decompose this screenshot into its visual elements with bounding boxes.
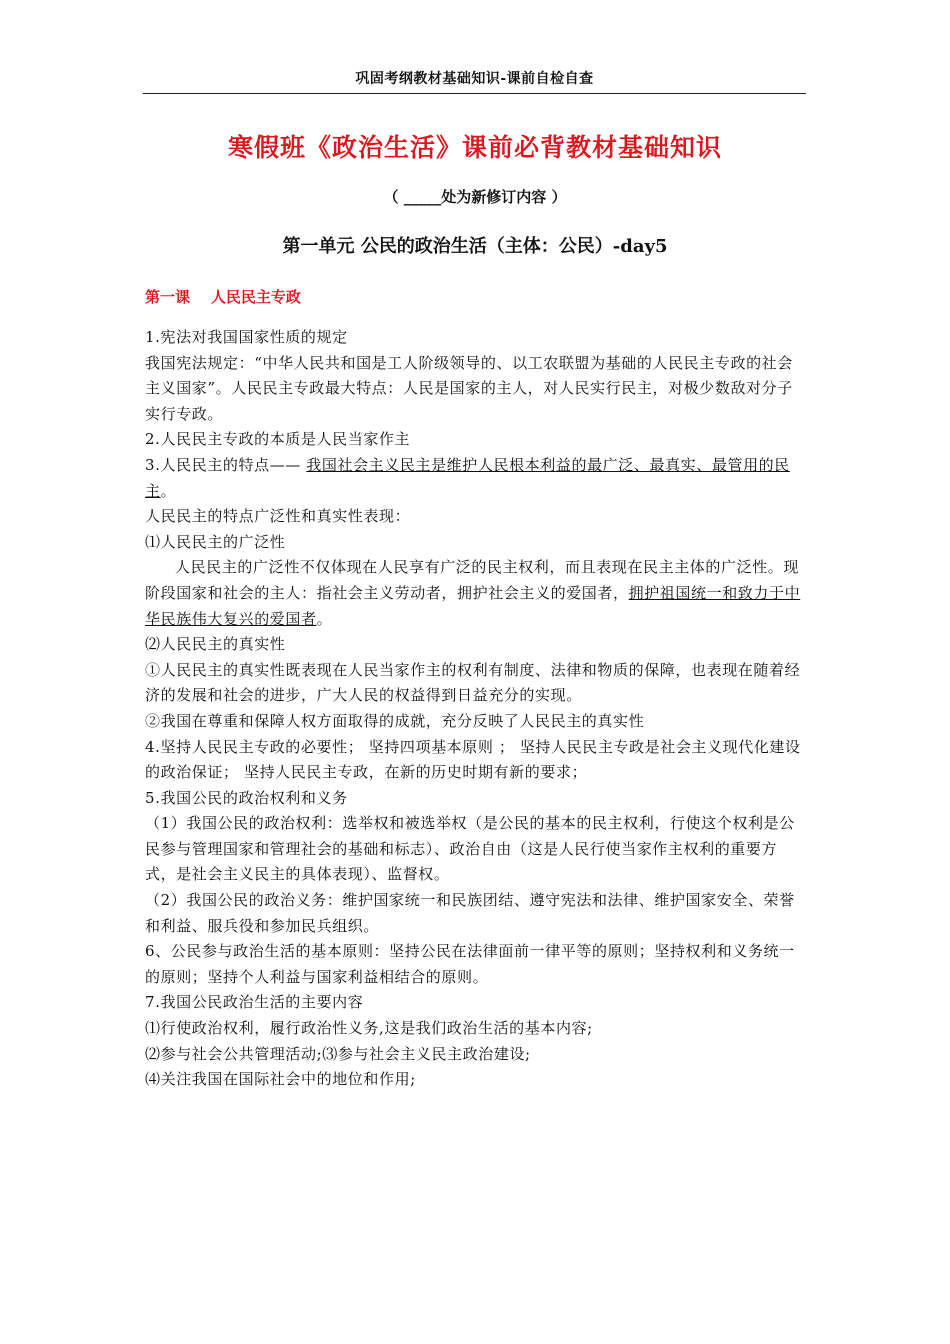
paragraph: 4.坚持人民民主专政的必要性； 坚持四项基本原则 ； 坚持人民民主专政是社会主义现代化建设的政治保证； 坚持人民民主专政，在新的历史时期有新的要求；: [145, 737, 801, 782]
revised-text: 拥护祖国统一和致力于中华民族伟大复兴的爱国者: [145, 583, 801, 628]
paragraph: ⑴人民民主的广泛性: [145, 532, 286, 551]
document-title: 寒假班《政治生活》课前必背教材基础知识: [227, 133, 722, 162]
paragraph: 5.我国公民的政治权利和义务: [145, 788, 348, 807]
revision-note: （ _____处为新修订内容 ）: [383, 188, 567, 206]
lesson-heading: 第一课 人民民主专政: [145, 288, 301, 306]
paragraph: ⑷关注我国在国际社会中的地位和作用;: [145, 1070, 416, 1089]
paragraph: （1）我国公民的政治权利：选举权和被选举权（是公民的基本的民主权利，行使这个权利是公民参与管理国家和管理社会的基础和标志）、政治自由（这是人民行使当家作主权利的重要方式，是社会主义民主的具体表现）、监督权。: [145, 814, 795, 884]
page-header: 巩固考纲教材基础知识-课前自检自查: [355, 71, 594, 87]
paragraph: 我国宪法规定：“中华人民共和国是工人阶级领导的、以工农联盟为基础的人民民主专政的社会主义国家”。人民民主专政最大特点：人民是国家的主人，对人民实行民主，对极少数敌对分子实行专政。: [145, 353, 793, 423]
paragraph: ⑴行使政治权利，履行政治性义务,这是我们政治生活的基本内容;: [145, 1019, 593, 1038]
paragraph: （2）我国公民的政治义务：维护国家统一和民族团结、遵守宪法和法律、维护国家安全、荣誉和利益、服兵役和参加民兵组织。: [145, 891, 795, 935]
paragraph: 3.人民民主的特点—— 我国社会主义民主是维护人民根本利益的最广泛、最真实、最管用的民主。: [145, 455, 790, 500]
revised-text: 我国社会主义民主是维护人民根本利益的最广泛、最真实、最管用的民主: [145, 455, 790, 500]
paragraph: 2.人民民主专政的本质是人民当家作主: [145, 430, 411, 449]
body-text: [145, 325, 805, 1093]
paragraph: 7.我国公民政治生活的主要内容: [145, 993, 364, 1012]
paragraph: ②我国在尊重和保障人权方面取得的成就，充分反映了人民民主的真实性: [145, 711, 645, 730]
paragraph: 1.宪法对我国国家性质的规定: [145, 328, 348, 346]
paragraph: 人民民主的特点广泛性和真实性表现：: [145, 507, 411, 526]
paragraph: ⑵人民民主的真实性: [145, 635, 286, 654]
header-divider: [143, 93, 806, 94]
paragraph: 人民民主的广泛性不仅体现在人民享有广泛的民主权利，而且表现在民主主体的广泛性。现阶段国家和社会的主人：指社会主义劳动者，拥护社会主义的爱国者，拥护祖国统一和致力于中华民族伟大复兴的爱国者。: [145, 558, 801, 628]
paragraph: ⑵参与社会公共管理活动;⑶参与社会主义民主政治建设;: [145, 1044, 531, 1063]
unit-heading: 第一单元 公民的政治生活（主体：公民）-day5: [282, 236, 668, 257]
paragraph: 6、公民参与政治生活的基本原则：坚持公民在法律面前一律平等的原则；坚持权利和义务统一的原则；坚持个人利益与国家利益相结合的原则。: [145, 942, 795, 986]
paragraph: ①人民民主的真实性既表现在人民当家作主的权利有制度、法律和物质的保障，也表现在随着经济的发展和社会的进步，广大人民的权益得到日益充分的实现。: [145, 660, 801, 705]
